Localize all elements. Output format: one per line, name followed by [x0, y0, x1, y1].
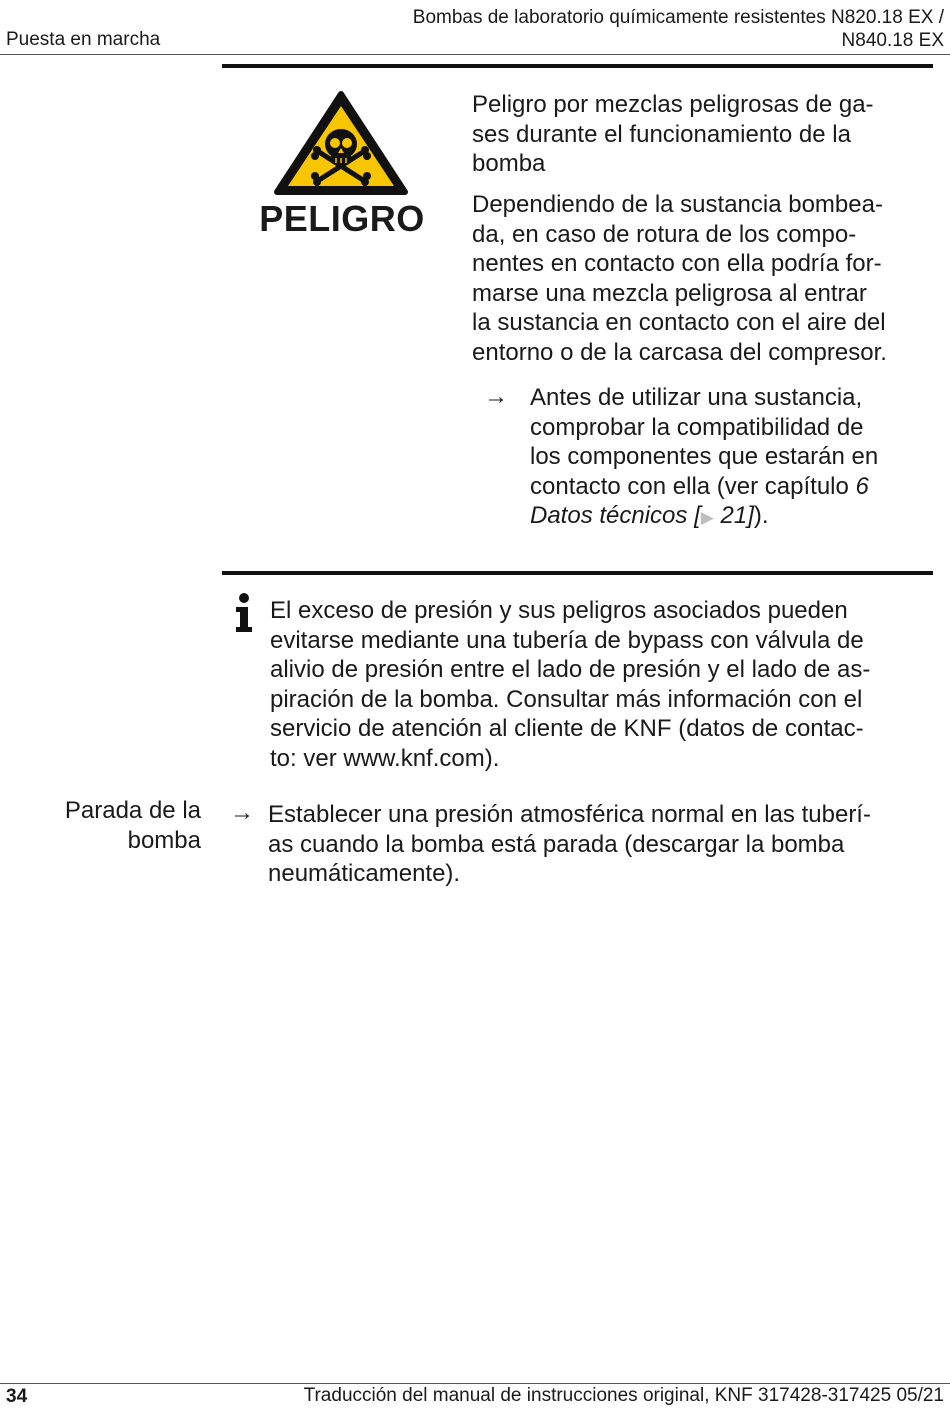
info-line: El exceso de presión y sus peligros asociados pueden	[270, 597, 848, 624]
arrow-right-icon: →	[230, 799, 254, 826]
skull-crossbones-warning-icon	[273, 90, 409, 201]
page-reference[interactable]: 21]	[713, 502, 754, 530]
stop-instruction	[268, 800, 928, 889]
stop-line: Establecer una presión atmosférica normal en las tuberí-	[268, 801, 871, 828]
chapter-link[interactable]: 6	[855, 472, 869, 500]
header-divider	[0, 54, 950, 55]
action-line: los componentes que estarán en	[530, 443, 879, 471]
action-line	[530, 501, 915, 533]
action-line: Antes de utilizar una sustancia,	[530, 384, 863, 411]
danger-body-line: Dependiendo de la sustancia bombea-	[472, 191, 883, 218]
info-line: evitarse mediante una tubería de bypass con válvula de	[270, 626, 864, 654]
footer-document-info: Traducción del manual de instrucciones original, KNF 317428-317425 05/21	[303, 1385, 944, 1406]
side-heading-line: bomba	[127, 827, 201, 854]
danger-description	[472, 190, 927, 368]
stop-line: neumáticamente).	[268, 860, 461, 888]
danger-body-line: la sustancia en contacto con el aire del	[472, 309, 886, 337]
info-line: servicio de atención al cliente de KNF (datos de contac-	[270, 715, 864, 743]
stop-line: as cuando la bomba está parada (descargar la bomba	[268, 830, 845, 858]
footer-divider	[0, 1383, 950, 1384]
danger-body-line: marse una mezcla peligrosa al entrar	[472, 279, 867, 307]
info-icon	[232, 592, 256, 634]
danger-title-line: ses durante el funcionamiento de la	[472, 120, 851, 148]
info-line: to: ver www.knf.com).	[270, 744, 500, 772]
side-heading-line: Parada de la	[64, 797, 201, 824]
danger-title	[472, 90, 917, 179]
header-product-line-1: Bombas de laboratorio químicamente resistentes N820.18 EX /	[412, 7, 944, 28]
page-number: 34	[6, 1386, 28, 1407]
header-product-line-2: N840.18 EX	[841, 30, 944, 51]
header-section-title: Puesta en marcha	[6, 29, 161, 50]
signal-word: PELIGRO	[259, 198, 425, 239]
action-line-text: contacto con ella (ver capítulo	[530, 472, 856, 500]
danger-title-line: Peligro por mezclas peligrosas de ga-	[472, 91, 874, 118]
chapter-link-title[interactable]: Datos técnicos [	[530, 502, 701, 530]
arrow-right-icon: →	[484, 383, 508, 410]
danger-body-line: nentes en contacto con ella podría for-	[472, 250, 882, 278]
header-product-title	[244, 6, 944, 52]
danger-body-line: da, en caso de rotura de los compo-	[472, 220, 857, 248]
action-line-end: ).	[753, 502, 769, 530]
action-line	[530, 472, 915, 502]
danger-top-rule	[222, 64, 933, 68]
danger-body-line: entorno o de la carcasa del compresor.	[472, 338, 887, 366]
side-heading-stop-pump	[20, 796, 201, 856]
info-line: piración de la bomba. Consultar más información con el	[270, 685, 863, 713]
danger-title-line: bomba	[472, 150, 546, 178]
danger-bottom-rule	[222, 571, 933, 575]
info-note	[270, 596, 920, 774]
info-line: alivio de presión entre el lado de presión y el lado de as-	[270, 656, 871, 684]
action-line: comprobar la compatibilidad de	[530, 413, 864, 441]
danger-action-step	[530, 383, 915, 533]
page-reference-icon: ▶	[700, 508, 714, 528]
